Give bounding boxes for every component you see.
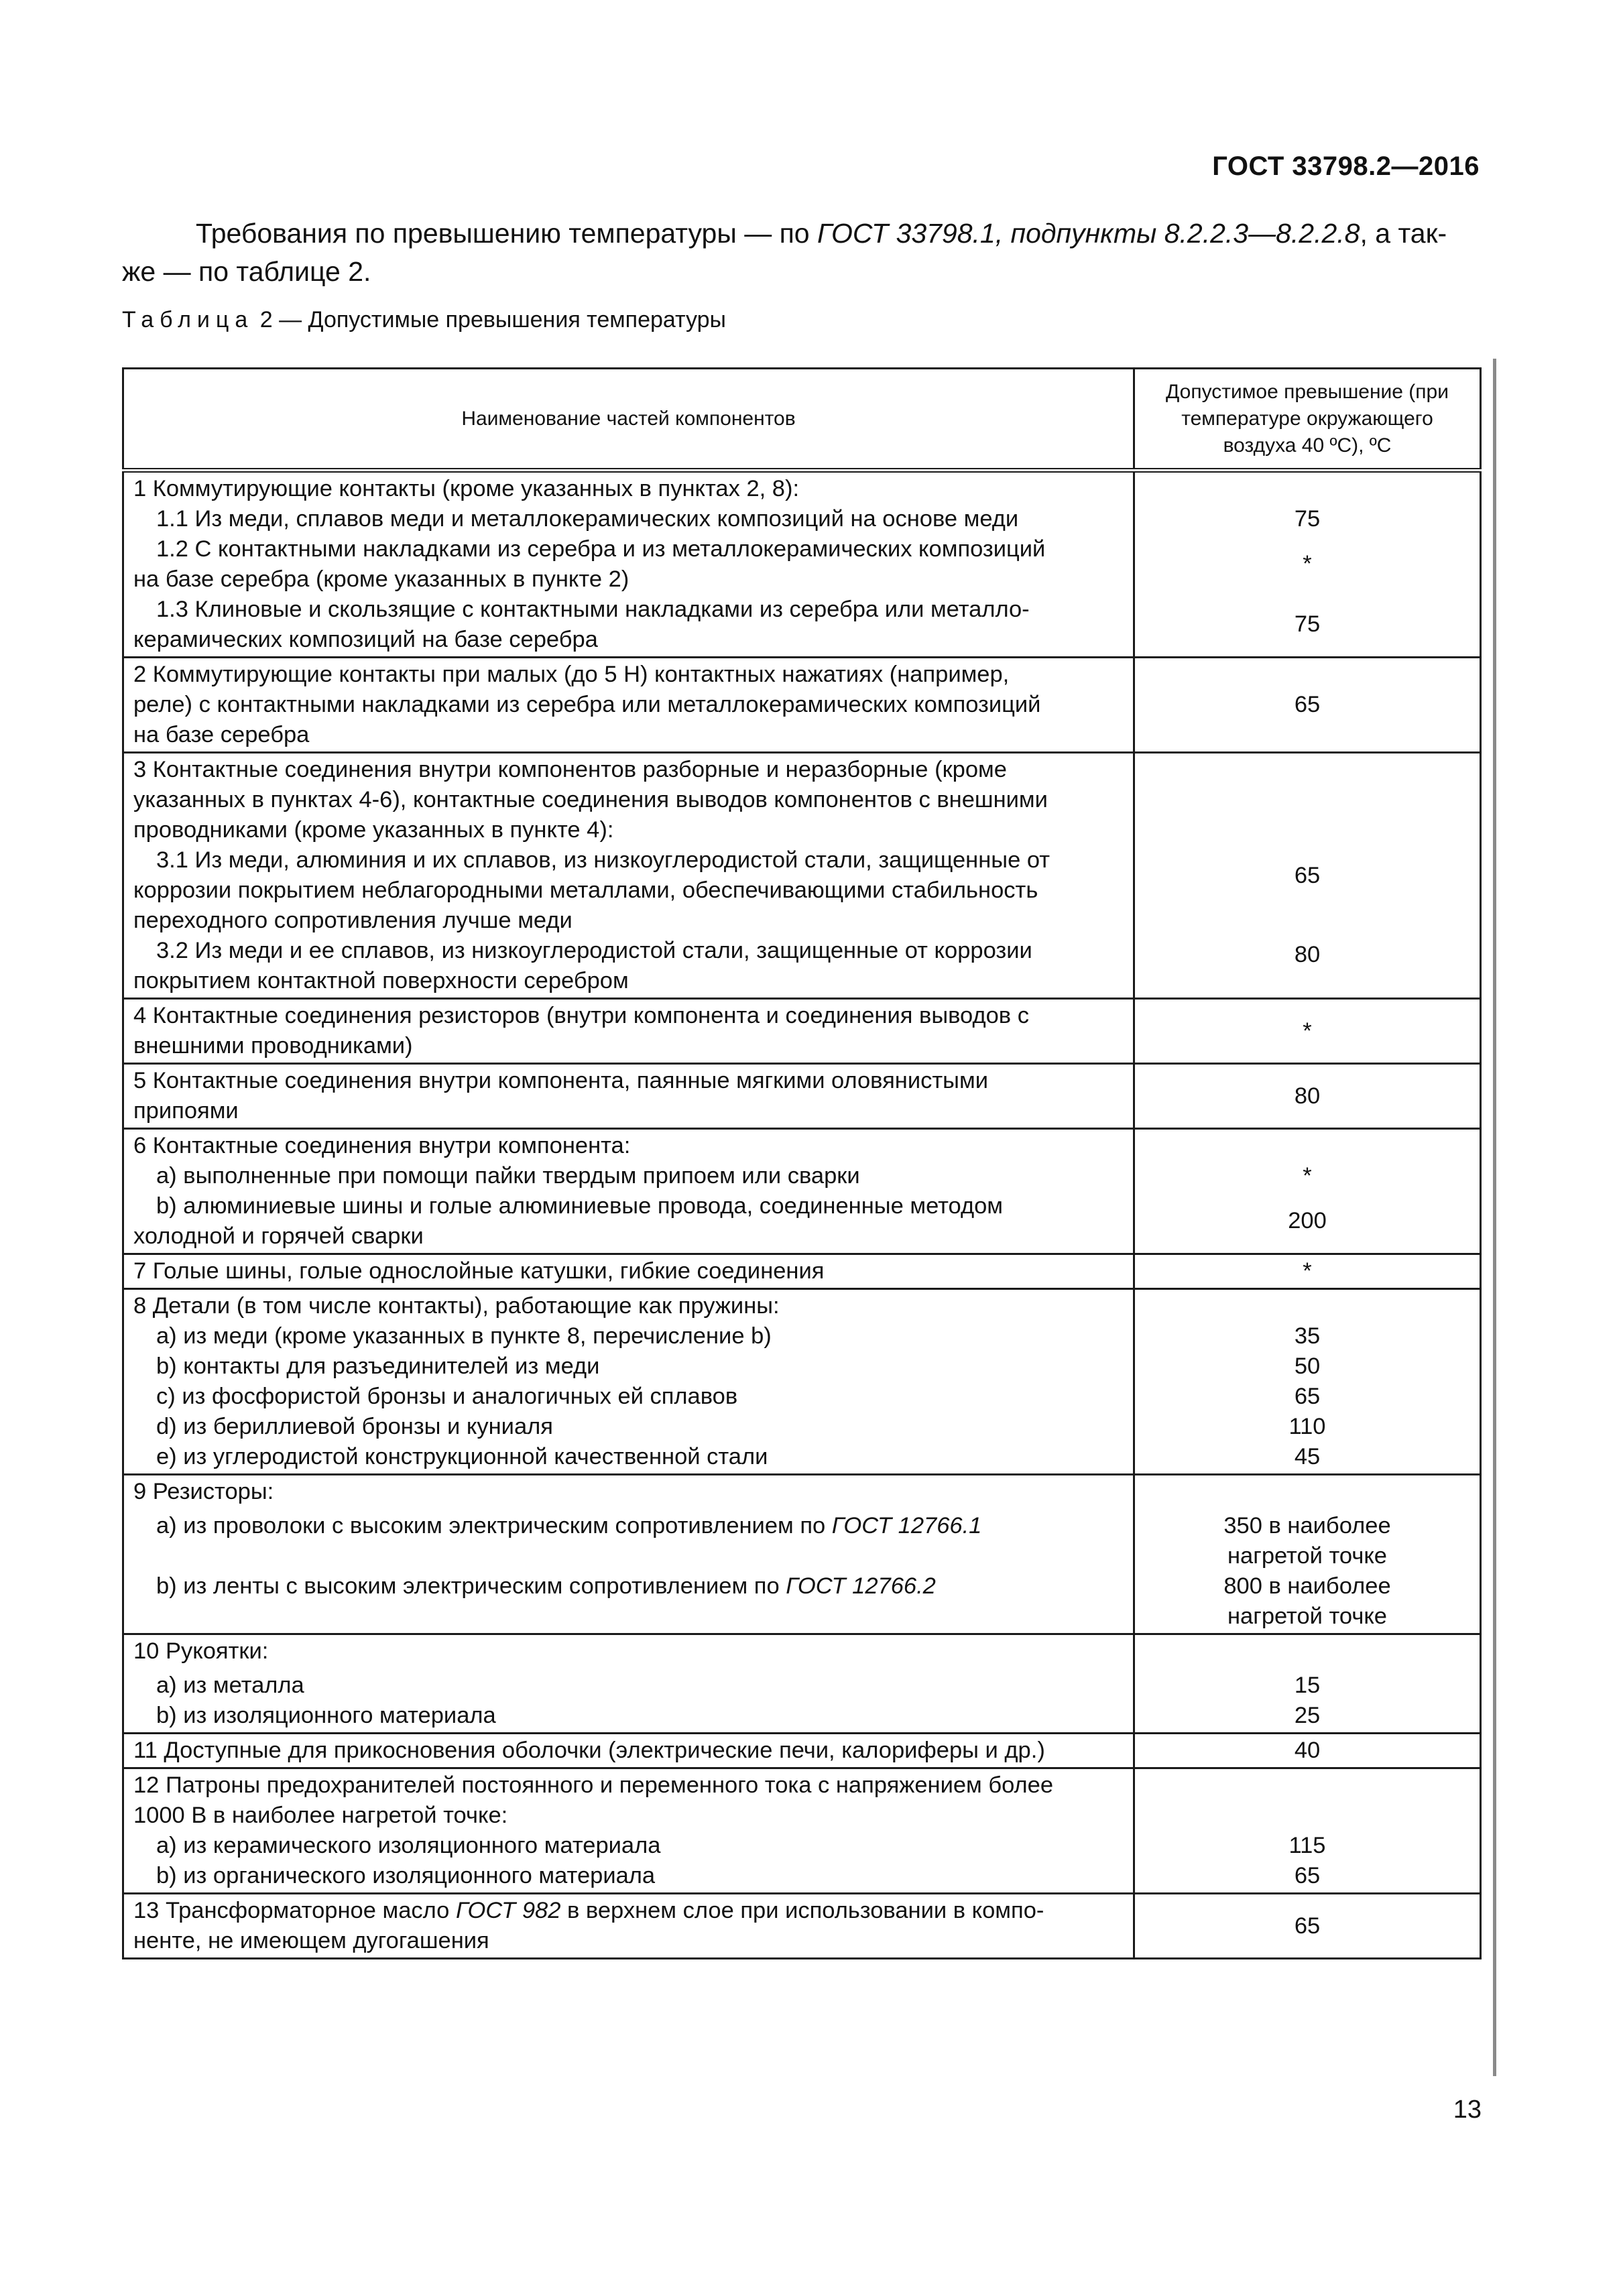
row-title: 9 Резисторы:: [133, 1479, 274, 1504]
row-subitem-text: а) из проволоки с высоким электрическим сопротивлением по: [156, 1513, 832, 1538]
intro-line-2: же — по таблице 2.: [122, 256, 371, 287]
row-subitem-cont: покрытием контактной поверхности серебром: [133, 968, 629, 993]
column-header-temperature: Допустимое превышение (при температуре окружающего воздуха 40 ºС), ºС: [1134, 369, 1481, 471]
row-value: 25: [1294, 1703, 1321, 1728]
row-text: припоями: [133, 1098, 239, 1124]
row-title: 6 Контактные соединения внутри компонента:: [133, 1133, 631, 1158]
row-title: 1 Коммутирующие контакты (кроме указанных в пунктах 2, 8):: [133, 476, 800, 501]
row-text: на базе серебра: [133, 722, 310, 747]
row-text: [133, 1896, 1124, 1926]
row-value-cell: [1134, 753, 1481, 999]
column-header-components: Наименование частей компонентов: [123, 369, 1134, 471]
row-description: [123, 1734, 1134, 1768]
change-bar: [1493, 359, 1496, 2076]
row-value: 45: [1294, 1444, 1321, 1469]
row-text: 7 Голые шины, голые однослойные катушки, гибкие соединения: [133, 1258, 825, 1284]
row-text: 2 Коммутирующие контакты при малых (до 5 Н) контактных нажатиях (например,: [133, 662, 1010, 687]
row-description: [123, 1634, 1134, 1734]
intro-reference: ГОСТ 33798.1, подпункты 8.2.2.3—8.2.2.8: [817, 218, 1360, 249]
standard-number: ГОСТ 33798.2—2016: [1212, 152, 1480, 181]
row-title: 3 Контактные соединения внутри компонентов разборные и неразборные (кроме: [133, 757, 1007, 782]
row-value-cell: [1134, 1768, 1481, 1894]
row-value: 65: [1134, 1894, 1481, 1959]
row-value: 110: [1288, 1414, 1326, 1439]
row-text: 5 Контактные соединения внутри компонента, паянные мягкими оловянистыми: [133, 1068, 988, 1093]
table-row: [123, 1634, 1481, 1734]
row-subitem: с) из фосфористой бронзы и аналогичных ей сплавов: [156, 1384, 738, 1409]
row-description: [123, 1894, 1134, 1959]
row-description: [123, 471, 1134, 658]
table-caption-text: 2 — Допустимые превышения температуры: [253, 307, 726, 333]
row-value: 800 в наиболее: [1223, 1573, 1391, 1599]
row-value: *: [1303, 551, 1312, 577]
row-value-cell: [1134, 1475, 1481, 1634]
row-description: [123, 1289, 1134, 1475]
row-subitem: а) из меди (кроме указанных в пункте 8, перечисление b): [156, 1323, 772, 1349]
intro-paragraph: [122, 215, 1480, 291]
row-value-cont: нагретой точке: [1227, 1543, 1387, 1569]
row-value-cell: [1134, 1129, 1481, 1254]
row-value: *: [1134, 1254, 1481, 1289]
table-row: [123, 658, 1481, 753]
row-subitem: b) из изоляционного материала: [156, 1703, 496, 1728]
table-row: [123, 1734, 1481, 1768]
row-subitem-cont: коррозии покрытием неблагородными металлами, обеспечивающими стабильность: [133, 878, 1038, 903]
row-value: 80: [1134, 1064, 1481, 1129]
row-description: [123, 753, 1134, 999]
row-value: 115: [1288, 1833, 1326, 1858]
row-description: [123, 1475, 1134, 1634]
temperature-rise-table: [122, 367, 1482, 1959]
row-subitem: b) контакты для разъединителей из меди: [156, 1353, 600, 1379]
row-subitem: b) из органического изоляционного материала: [156, 1863, 656, 1888]
page-number: 13: [1453, 2096, 1482, 2124]
row-title: 8 Детали (в том числе контакты), работающие как пружины:: [133, 1293, 780, 1319]
row-description: [123, 1768, 1134, 1894]
row-value: 65: [1294, 1863, 1321, 1888]
row-value: 75: [1294, 611, 1321, 637]
row-subitem: а) выполненные при помощи пайки твердым припоем или сварки: [156, 1163, 860, 1189]
row-subitem: b) алюминиевые шины и голые алюминиевые провода, соединенные методом: [156, 1193, 1003, 1219]
table-row: [123, 1064, 1481, 1129]
row-title: 10 Рукоятки:: [133, 1638, 269, 1664]
row-text: 4 Контактные соединения резисторов (внутри компонента и соединения выводов с: [133, 1003, 1029, 1028]
row-subitem: 1.2 С контактными накладками из серебра и из металлокерамических композиций: [156, 536, 1046, 562]
row-subitem: а) из керамического изоляционного материала: [156, 1833, 661, 1858]
row-value: 50: [1294, 1353, 1321, 1379]
row-subitem-text: b) из ленты с высоким электрическим сопротивлением по: [156, 1573, 786, 1599]
row-subitem: 3.2 Из меди и ее сплавов, из низкоуглеродистой стали, защищенные от коррозии: [156, 938, 1032, 963]
row-subitem: [133, 1571, 1124, 1632]
row-description: [123, 1254, 1134, 1289]
table-caption-word: Таблица: [122, 307, 254, 333]
standard-reference: ГОСТ 12766.1: [831, 1513, 982, 1538]
row-subitem-cont: на базе серебра (кроме указанных в пункте 2): [133, 566, 629, 592]
table-row: [123, 1894, 1481, 1959]
table-row: [123, 753, 1481, 999]
row-value-cell: [1134, 1289, 1481, 1475]
row-subitem: 1.1 Из меди, сплавов меди и металлокерамических композиций на основе меди: [156, 506, 1019, 532]
row-value-cell: [1134, 471, 1481, 658]
table-header-row: [123, 369, 1481, 471]
row-value: 350 в наиболее: [1223, 1513, 1391, 1538]
row-value: 65: [1294, 863, 1321, 888]
row-text-part: 13 Трансформаторное масло: [133, 1898, 456, 1923]
table-row: [123, 1129, 1481, 1254]
row-value: 35: [1294, 1323, 1321, 1349]
table-row: [123, 1475, 1481, 1634]
row-title: 12 Патроны предохранителей постоянного и переменного тока с напряжением более: [133, 1772, 1054, 1798]
row-value: 15: [1294, 1673, 1321, 1698]
row-value: *: [1303, 1163, 1312, 1189]
row-subitem: е) из углеродистой конструкционной качественной стали: [156, 1444, 768, 1469]
row-value: 80: [1294, 942, 1321, 967]
row-value: *: [1134, 999, 1481, 1064]
table-row: [123, 471, 1481, 658]
row-value: 40: [1134, 1734, 1481, 1768]
row-value: 65: [1294, 1384, 1321, 1409]
row-subitem-cont: керамических композиций на базе серебра: [133, 627, 598, 652]
intro-text-suffix: , а так-: [1360, 218, 1447, 249]
row-subitem: d) из бериллиевой бронзы и куниаля: [156, 1414, 553, 1439]
row-text: внешними проводниками): [133, 1033, 413, 1059]
row-title: указанных в пунктах 4-6), контактные соединения выводов компонентов с внешними: [133, 787, 1048, 812]
row-subitem: а) из металла: [156, 1673, 304, 1698]
row-title: проводниками (кроме указанных в пункте 4):: [133, 817, 614, 843]
row-value: 200: [1288, 1208, 1327, 1233]
row-description: [123, 1064, 1134, 1129]
row-value: 75: [1294, 506, 1321, 532]
row-subitem: 3.1 Из меди, алюминия и их сплавов, из низкоуглеродистой стали, защищенные от: [156, 847, 1050, 873]
row-text: реле) с контактными накладками из серебра или металлокерамических композиций: [133, 692, 1041, 717]
row-value-cont: нагретой точке: [1227, 1604, 1387, 1629]
row-subitem: 1.3 Клиновые и скользящие с контактными накладками из серебра или металло-: [156, 597, 1030, 622]
row-subitem-cont: холодной и горячей сварки: [133, 1223, 424, 1249]
table-row: [123, 999, 1481, 1064]
standard-reference: ГОСТ 982: [455, 1898, 561, 1923]
standard-reference: ГОСТ 12766.2: [786, 1573, 936, 1599]
table-row: [123, 1254, 1481, 1289]
row-title: 1000 В в наиболее нагретой точке:: [133, 1803, 508, 1828]
row-description: [123, 658, 1134, 753]
row-text-part: в верхнем слое при использовании в компо-: [560, 1898, 1044, 1923]
row-text: 11 Доступные для прикосновения оболочки (электрические печи, калориферы и др.): [133, 1738, 1045, 1763]
table-row: [123, 1768, 1481, 1894]
intro-text: Требования по превышению температуры — по: [196, 218, 818, 249]
table-caption: [122, 307, 726, 333]
row-value: 65: [1134, 658, 1481, 753]
row-description: [123, 1129, 1134, 1254]
row-description: [123, 999, 1134, 1064]
row-value-cell: [1134, 1634, 1481, 1734]
row-text: ненте, не имеющем дугогашения: [133, 1928, 489, 1953]
intro-line-1: [122, 215, 1480, 253]
table-row: [123, 1289, 1481, 1475]
row-subitem-cont: переходного сопротивления лучше меди: [133, 908, 573, 933]
row-subitem: [133, 1507, 1124, 1571]
